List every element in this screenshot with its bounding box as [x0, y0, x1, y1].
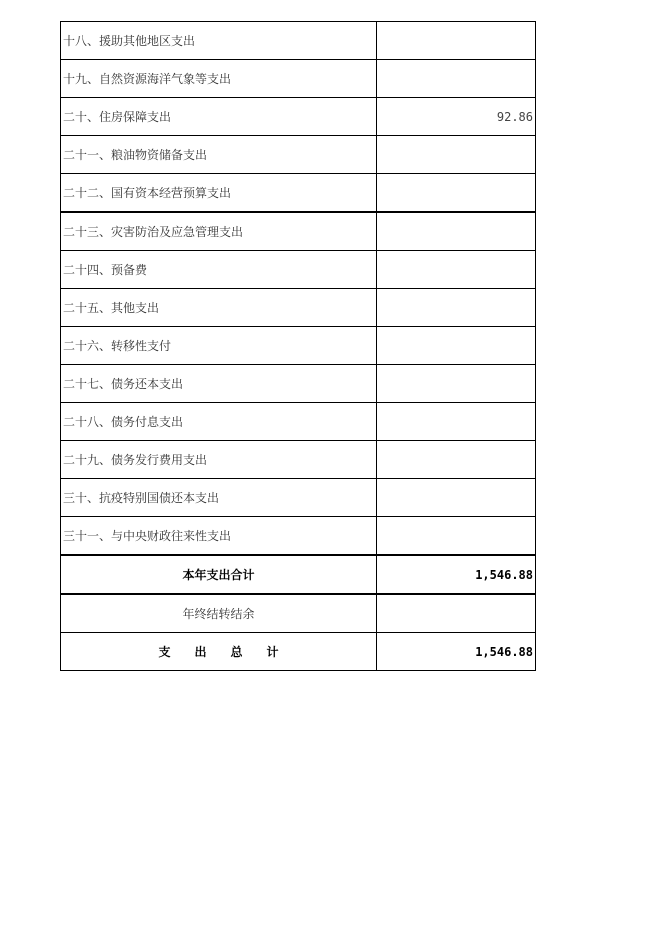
table-row — [61, 327, 536, 365]
grand-total-label: 支 出 总 计 — [61, 633, 377, 671]
carryover-row — [61, 594, 536, 633]
row-value — [377, 327, 536, 365]
row-label: 二十一、粮油物资储备支出 — [61, 136, 377, 174]
table-row — [61, 365, 536, 403]
row-value — [377, 22, 536, 60]
row-label: 二十四、预备费 — [61, 251, 377, 289]
row-label: 二十、住房保障支出 — [61, 98, 377, 136]
table-row — [61, 289, 536, 327]
table-row — [61, 479, 536, 517]
year-total-label: 本年支出合计 — [61, 555, 377, 594]
row-label: 二十七、债务还本支出 — [61, 365, 377, 403]
row-label: 三十一、与中央财政往来性支出 — [61, 517, 377, 556]
row-label: 二十九、债务发行费用支出 — [61, 441, 377, 479]
row-value — [377, 251, 536, 289]
row-value — [377, 136, 536, 174]
table-row — [61, 441, 536, 479]
table-row — [61, 136, 536, 174]
table-row — [61, 174, 536, 213]
table-row — [61, 403, 536, 441]
row-label: 十九、自然资源海洋气象等支出 — [61, 60, 377, 98]
year-total-row — [61, 555, 536, 594]
grand-total-row — [61, 633, 536, 671]
table-row — [61, 517, 536, 556]
row-label: 二十五、其他支出 — [61, 289, 377, 327]
row-value — [377, 365, 536, 403]
grand-total-value: 1,546.88 — [377, 633, 536, 671]
row-label: 二十三、灾害防治及应急管理支出 — [61, 212, 377, 251]
carryover-value — [377, 594, 536, 633]
row-value — [377, 60, 536, 98]
row-label: 二十八、债务付息支出 — [61, 403, 377, 441]
row-value — [377, 289, 536, 327]
row-value — [377, 479, 536, 517]
row-label: 二十二、国有资本经营预算支出 — [61, 174, 377, 213]
row-value — [377, 517, 536, 556]
row-value — [377, 403, 536, 441]
table-row — [61, 212, 536, 251]
expenditure-table — [60, 21, 536, 671]
row-label: 三十、抗疫特别国债还本支出 — [61, 479, 377, 517]
row-value — [377, 212, 536, 251]
row-value — [377, 441, 536, 479]
table-row — [61, 98, 536, 136]
row-value: 92.86 — [377, 98, 536, 136]
row-label: 二十六、转移性支付 — [61, 327, 377, 365]
carryover-label: 年终结转结余 — [61, 594, 377, 633]
year-total-value: 1,546.88 — [377, 555, 536, 594]
row-value — [377, 174, 536, 213]
row-label: 十八、援助其他地区支出 — [61, 22, 377, 60]
table-row — [61, 22, 536, 60]
table-row — [61, 251, 536, 289]
table-row — [61, 60, 536, 98]
